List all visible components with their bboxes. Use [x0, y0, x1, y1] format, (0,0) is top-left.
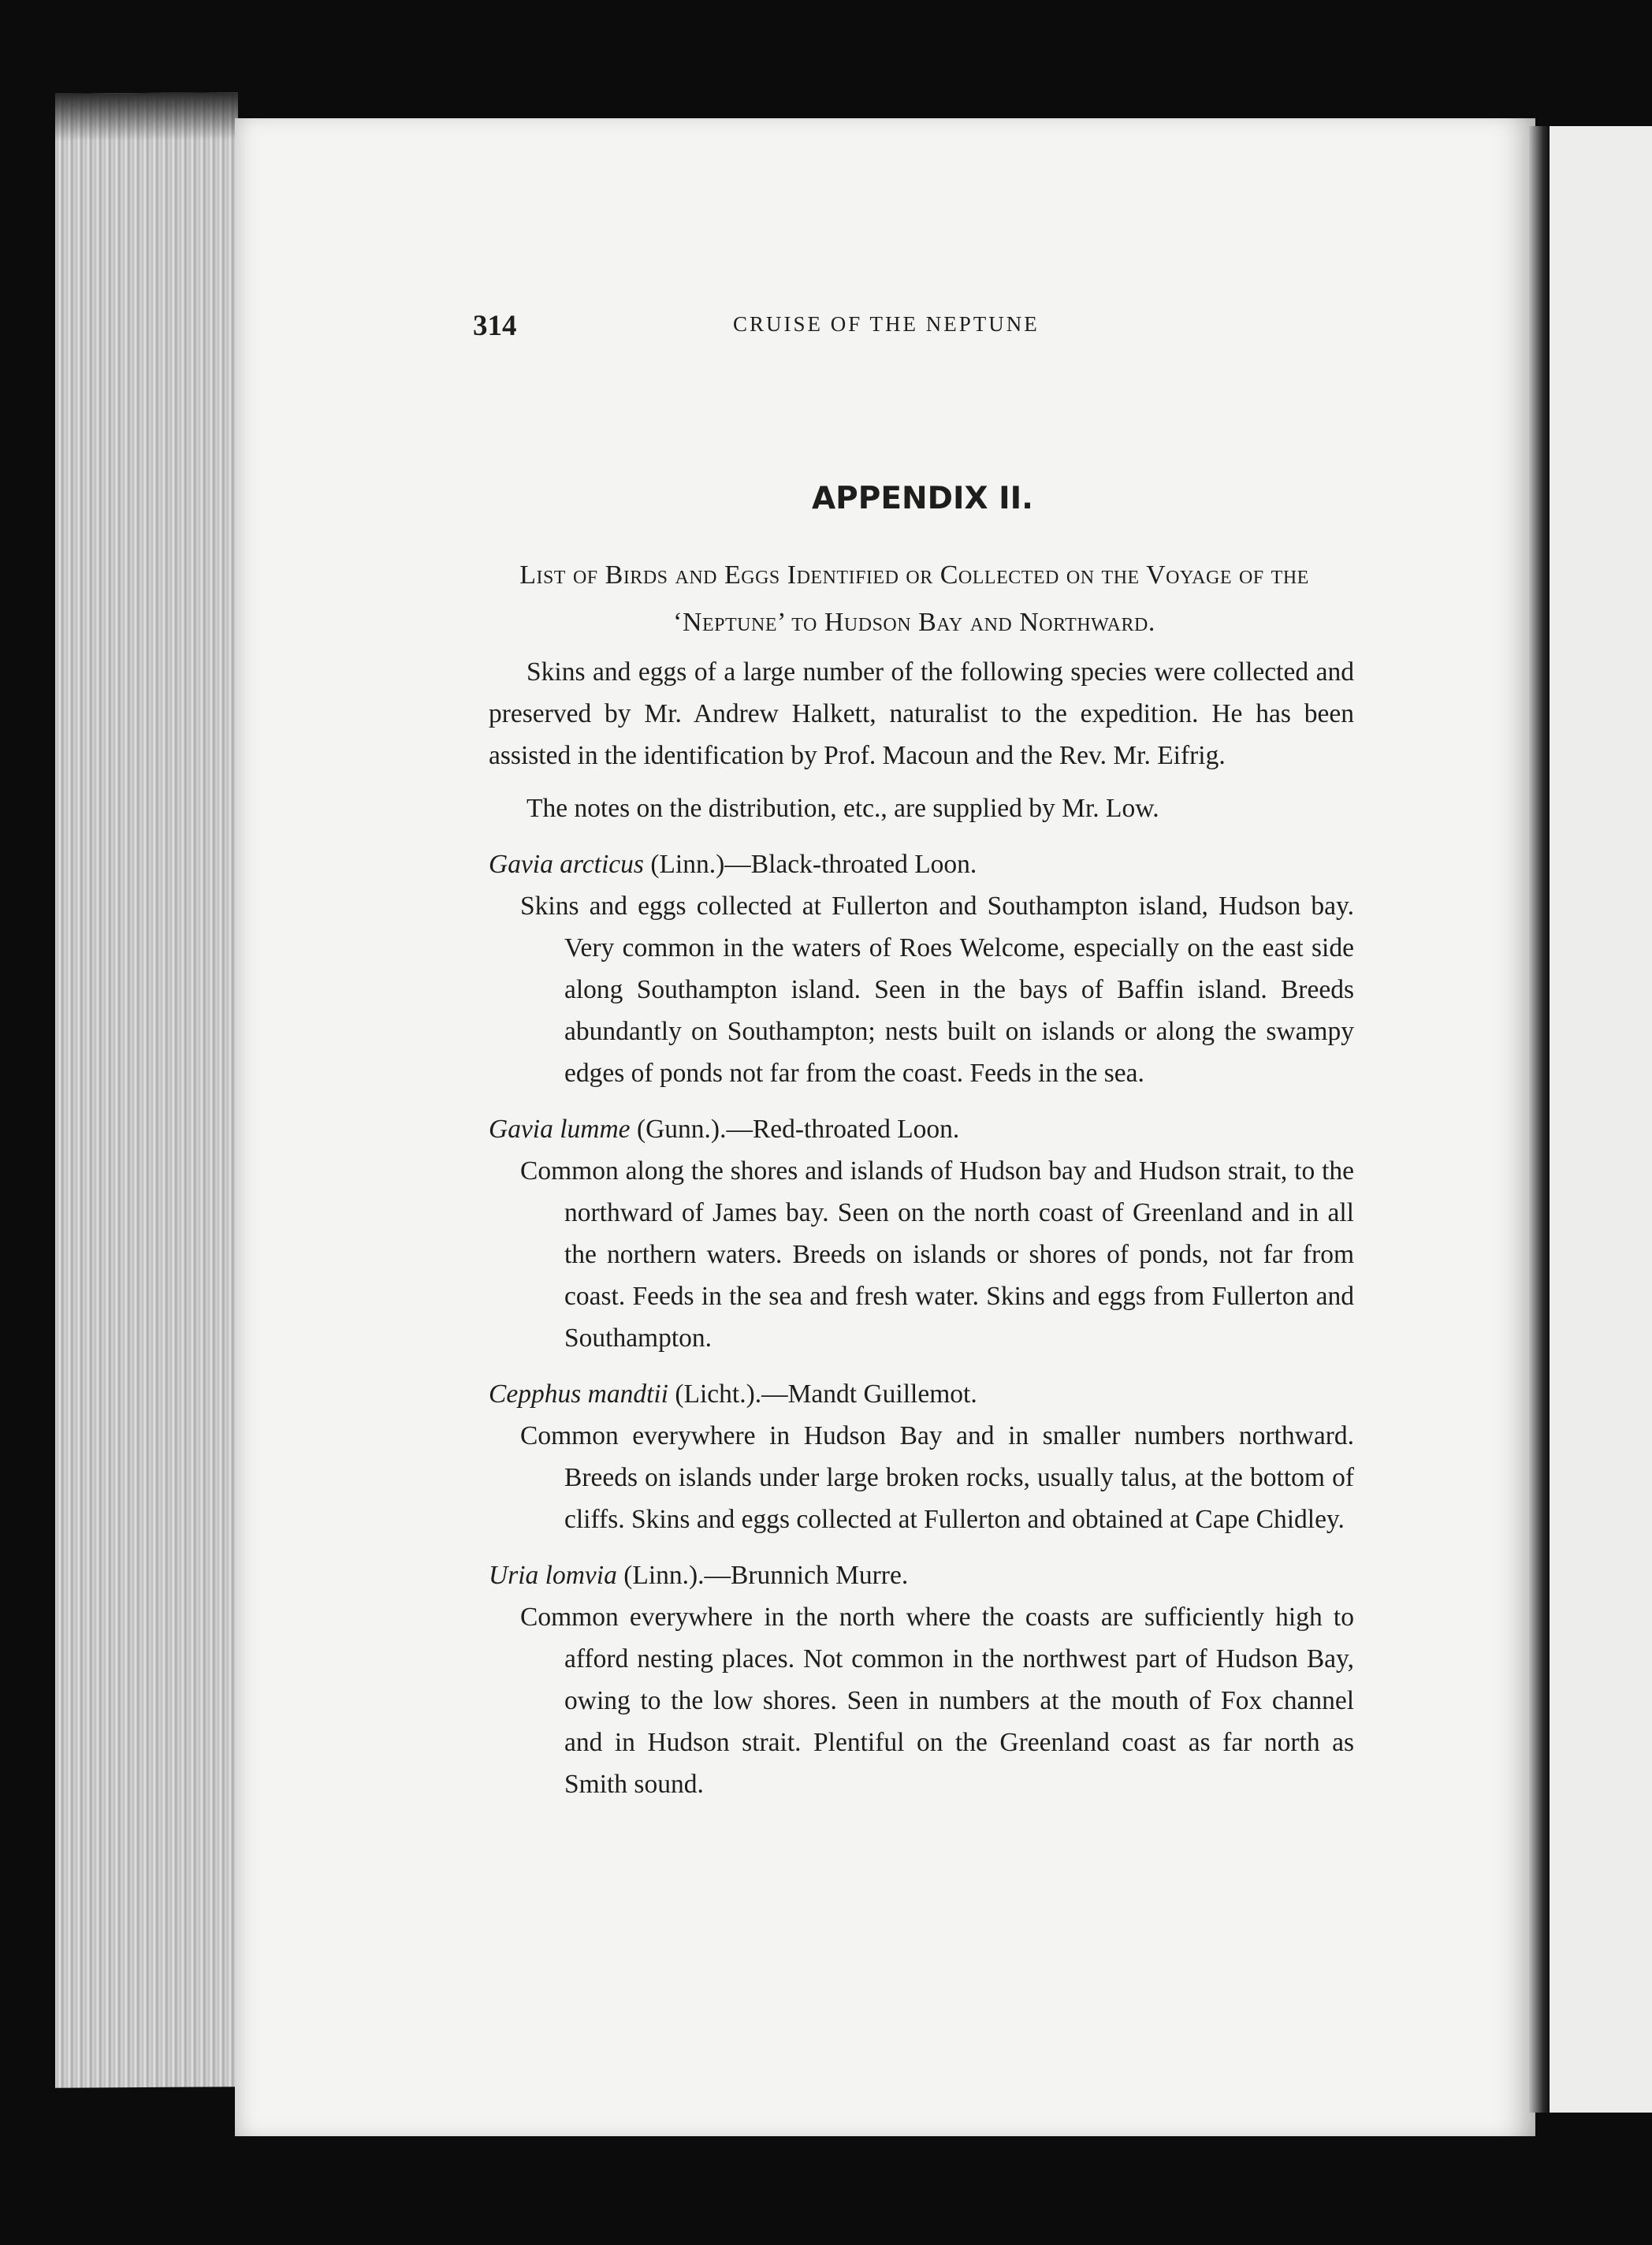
- species-entry: Skins and eggs collected at Fullerton and Southampton island, Hudson bay. Very common in the waters of Roes Welcome, especially on the east side along Southampton island. Seen in the bays of Baffin island. Breeds abundantly on Southampton; nests built on islands or along the swampy edges of ponds not far from the coast. Feeds in the sea.: [520, 892, 1354, 1088]
- species-authority: (Gunn.).—Red-throated Loon.: [630, 1115, 960, 1144]
- intro-note: The notes on the distribution, etc., are supplied by Mr. Low.: [526, 794, 1159, 823]
- species-heading: [489, 1554, 1354, 1596]
- appendix-subheading: List of Birds and Eggs Identified or Collected on the Voyage of the ‘Neptune’ to Hudson Bay and Northward.: [519, 560, 1309, 637]
- page-number: 314: [473, 310, 517, 342]
- species-name: Gavia lumme: [489, 1115, 631, 1144]
- species-heading: [489, 843, 1354, 885]
- intro-paragraph: Skins and eggs of a large number of the following species were collected and preserved by Mr. Andrew Halkett, naturalist to the expedition. He has been assisted in the identification by Prof. Macoun and the Rev. Mr. Eifrig.: [489, 657, 1354, 770]
- species-authority: (Linn.).—Brunnich Murre.: [616, 1561, 909, 1590]
- species-entry: Common everywhere in Hudson Bay and in smaller numbers northward. Breeds on islands under large broken rocks, usually talus, at the bottom of cliffs. Skins and eggs collected at Fullerton and obtained at Cape Chidley.: [520, 1421, 1354, 1534]
- body-text: [489, 651, 1354, 1805]
- species-name: Cepphus mandtii: [489, 1379, 668, 1409]
- facing-page: [1550, 126, 1652, 2113]
- species-authority: (Licht.).—Mandt Guillemot.: [668, 1379, 977, 1409]
- species-name: Gavia arcticus: [489, 850, 644, 879]
- species-authority: (Linn.)—Black-throated Loon.: [643, 850, 977, 879]
- species-heading: [489, 1373, 1354, 1415]
- running-head: [473, 309, 1371, 348]
- appendix-heading: APPENDIX II.: [812, 481, 1033, 516]
- species-entry: Common everywhere in the north where the coasts are sufficiently high to afford nesting places. Not common in the northwest part of Hudson Bay, owing to the low shores. Seen in numbers at the mouth of Fox channel and in Hudson strait. Plentiful on the Greenland coast as far north as Smith sound.: [520, 1603, 1354, 1799]
- species-name: Uria lomvia: [489, 1561, 617, 1590]
- running-title: CRUISE OF THE NEPTUNE: [733, 312, 1040, 336]
- species-heading: [489, 1108, 1354, 1150]
- book-gutter: [1529, 126, 1550, 2113]
- book-page-edges: [55, 92, 238, 2088]
- species-entry: Common along the shores and islands of Hudson bay and Hudson strait, to the northward of James bay. Seen on the north coast of Greenland and in all the northern waters. Breeds on islands or shores of ponds, not far from coast. Feeds in the sea and fresh water. Skins and eggs from Fullerton and Southampton.: [520, 1156, 1354, 1353]
